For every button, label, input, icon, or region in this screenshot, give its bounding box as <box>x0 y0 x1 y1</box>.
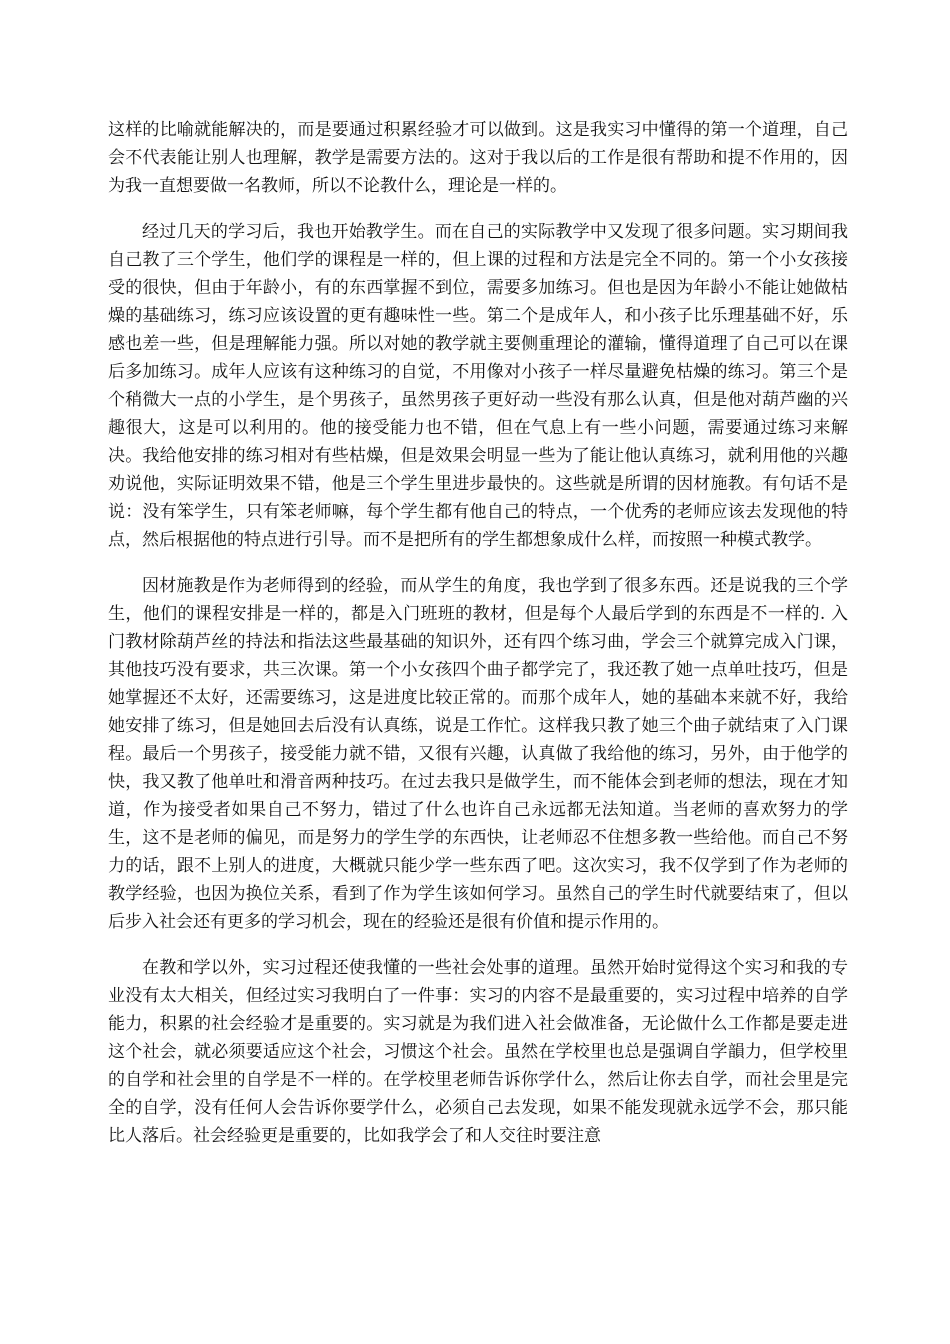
paragraph-1: 这样的比喻就能解决的，而是要通过积累经验才可以做到。这是我实习中懂得的第一个道理，自己会不代表能让别人也理解，教学是需要方法的。这对于我以后的工作是很有帮助和提不作用的，因为我一直想要做一名教师，所以不论教什么，理论是一样的。 <box>108 120 848 196</box>
paragraph-3: 因材施教是作为老师得到的经验，而从学生的角度，我也学到了很多东西。还是说我的三个学生，他们的课程安排是一样的，都是入门班班的教材，但是每个人最后学到的东西是不一样的. 入门教材除葫芦丝的持法和指法这些最基础的知识外，还有四个练习曲，学会三个就算完成入门课，其他技巧没有要求，共三次课。第一个小女孩四个曲子都学完了，我还教了她一点单吐技巧，但是她掌握还不太好，还需要练习，这是进度比较正常的。而那个成年人，她的基础本来就不好，我给她安排了练习，但是她回去后没有认真练，说是工作忙。这样我只教了她三个曲子就结束了入门课程。最后一个男孩子，接受能力就不错，又很有兴趣，认真做了我给他的练习，另外，由于他学的快，我又教了他单吐和滑音两种技巧。在过去我只是做学生，而不能体会到老师的想法，现在才知道，作为接受者如果自己不努力，错过了什么也许自己永远都无法知道。当老师的喜欢努力的学生，这不是老师的偏见，而是努力的学生学的东西快，让老师忍不住想多教一些给他。而自己不努力的话，跟不上别人的进度，大概就只能少学一些东西了吧。这次实习，我不仅学到了作为老师的教学经验，也因为换位关系，看到了作为学生该如何学习。虽然自己的学生时代就要结束了，但以后步入社会还有更多的学习机会，现在的经验还是很有价值和提示作用的。 <box>108 576 848 932</box>
document-body <box>108 116 848 1168</box>
paragraph-2: 经过几天的学习后，我也开始教学生。而在自己的实际教学中又发现了很多问题。实习期间我自己教了三个学生，他们学的课程是一样的，但上课的过程和方法是完全不同的。第一个小女孩接受的很快，但由于年龄小，有的东西掌握不到位，需要多加练习。但也是因为年龄小不能让她做枯燥的基础练习，练习应该设置的更有趣味性一些。第二个是成年人，和小孩子比乐理基础不好，乐感也差一些，但是理解能力强。所以对她的教学就主要侧重理论的灌输，懂得道理了自己可以在课后多加练习。成年人应该有这种练习的自觉，不用像对小孩子一样尽量避免枯燥的练习。第三个是个稍微大一点的小学生，是个男孩子，虽然男孩子更好动一些没有那么认真，但是他对葫芦幽的兴趣很大，这是可以利用的。他的接受能力也不错，但在气息上有一些小问题，需要通过练习来解决。我给他安排的练习相对有些枯燥，但是效果会明显一些为了能让他认真练习，就利用他的兴趣劝说他，实际证明效果不错，他是三个学生里进步最快的。这些就是所谓的因材施教。有句话不是说：没有笨学生，只有笨老师嘛，每个学生都有他自己的特点，一个优秀的老师应该去发现他的特点，然后根据他的特点进行引导。而不是把所有的学生都想象成什么样，而按照一种模式教学。 <box>108 222 848 550</box>
paragraph-4: 在教和学以外，实习过程还使我懂的一些社会处事的道理。虽然开始时觉得这个实习和我的专业没有太大相关，但经过实习我明白了一件事：实习的内容不是最重要的，实习过程中培养的自学能力，积累的社会经验才是重要的。实习就是为我们进入社会做准备，无论做什么工作都是要走进这个社会，就必须要适应这个社会，习惯这个社会。虽然在学校里也总是强调自学韻力，但学校里的自学和社会里的自学是不一样的。在学校里老师告诉你学什么，然后让你去自学，而社会里是完全的自学，没有任何人会告诉你要学什么，必须自己去发现，如果不能发现就永远学不会，那只能比人落后。社会经验更是重要的，比如我学会了和人交往时要注意 <box>108 958 848 1146</box>
